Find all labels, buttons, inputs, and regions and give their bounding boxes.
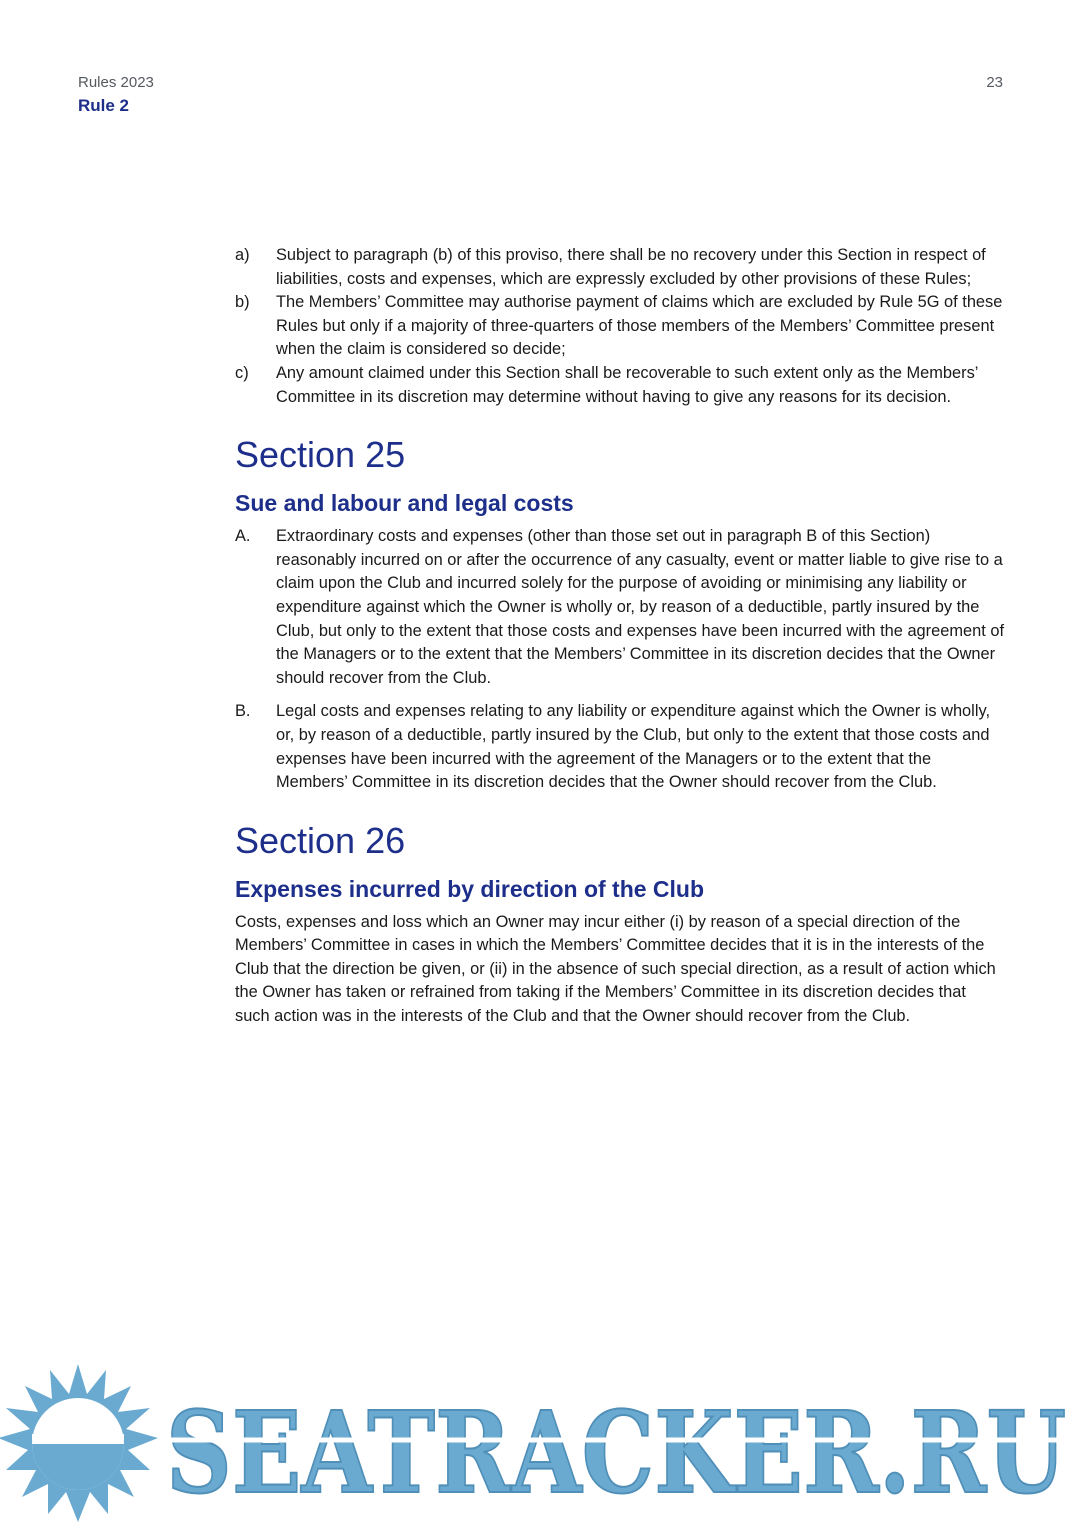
- list-item: [235, 362, 1005, 409]
- section-25-subtitle: Sue and labour and legal costs: [235, 490, 574, 517]
- section-25-title: Section 25: [235, 434, 406, 476]
- list-marker: A.: [235, 527, 251, 546]
- list-item: [235, 244, 1005, 291]
- list-marker: c): [235, 363, 249, 382]
- watermark-text: SEATRACKER.RU: [166, 1388, 1066, 1519]
- list-item-text: Extraordinary costs and expenses (other than those set out in paragraph B of this Section) reasonably incurred on or after the occurrence of any casualty, event or matter liable to give rise to a claim upon the Club and incurred solely for the purpose of avoiding or minimising any liability or expenditure against which the Owner is wholly or, by reason of a deductible, partly insured by the Club, but only to the extent that those costs and expenses have been incurred with the agreement of the Managers or to the extent that the Members’ Committee in its discretion decides that the Owner should recover from the Club.: [276, 527, 1005, 687]
- watermark: [0, 1362, 1080, 1527]
- proviso-list: [235, 244, 1005, 409]
- list-item-text: Subject to paragraph (b) of this proviso, there shall be no recovery under this Section in respect of liabilities, costs and expenses, which are expressly excluded by other provisions of these Rules;: [276, 246, 986, 288]
- sun-logo-icon: [0, 1364, 158, 1522]
- list-marker: B.: [235, 702, 251, 721]
- list-marker: b): [235, 293, 250, 312]
- list-item-text: Legal costs and expenses relating to any liability or expenditure against which the Owner is wholly, or, by reason of a deductible, partly insured by the Club, but only to the extent that those costs and expenses have been incurred with the agreement of the Managers or to the extent that the Members’ Committee in its discretion decides that the Owner should recover from the Club.: [276, 702, 990, 792]
- list-item: [235, 700, 1005, 794]
- list-item-text: The Members’ Committee may authorise payment of claims which are excluded by Rule 5G of these Rules but only if a majority of three-quarters of those members of the Members’ Committee present when the claim is considered so decide;: [276, 293, 1003, 359]
- list-item-text: Any amount claimed under this Section shall be recoverable to such extent only as the Members’ Committee in its discretion may determine without having to give any reasons for its decision.: [276, 363, 978, 406]
- list-item: [235, 291, 1005, 362]
- document-title: Rules 2023: [78, 74, 154, 91]
- list-marker: a): [235, 246, 250, 264]
- section-26-subtitle: Expenses incurred by direction of the Club: [235, 875, 705, 902]
- page-number: 23: [986, 74, 1003, 91]
- section-26-body: Costs, expenses and loss which an Owner may incur either (i) by reason of a special direction of the Members’ Committee in cases in which the Members’ Committee decides that it is in the interests of the Club that the direction be given, or (ii) in the absence of such special direction, as a result of action which the Owner has taken or refrained from taking if the Members’ Committee in its discretion decides that such action was in the interests of the Club and that the Owner should recover from the Club.: [235, 912, 996, 1026]
- section-26-title: Section 26: [235, 819, 406, 861]
- list-item: [235, 525, 1005, 690]
- rule-label: Rule 2: [78, 96, 130, 115]
- section-25-list: [235, 525, 1005, 795]
- page-content: [235, 244, 1005, 1029]
